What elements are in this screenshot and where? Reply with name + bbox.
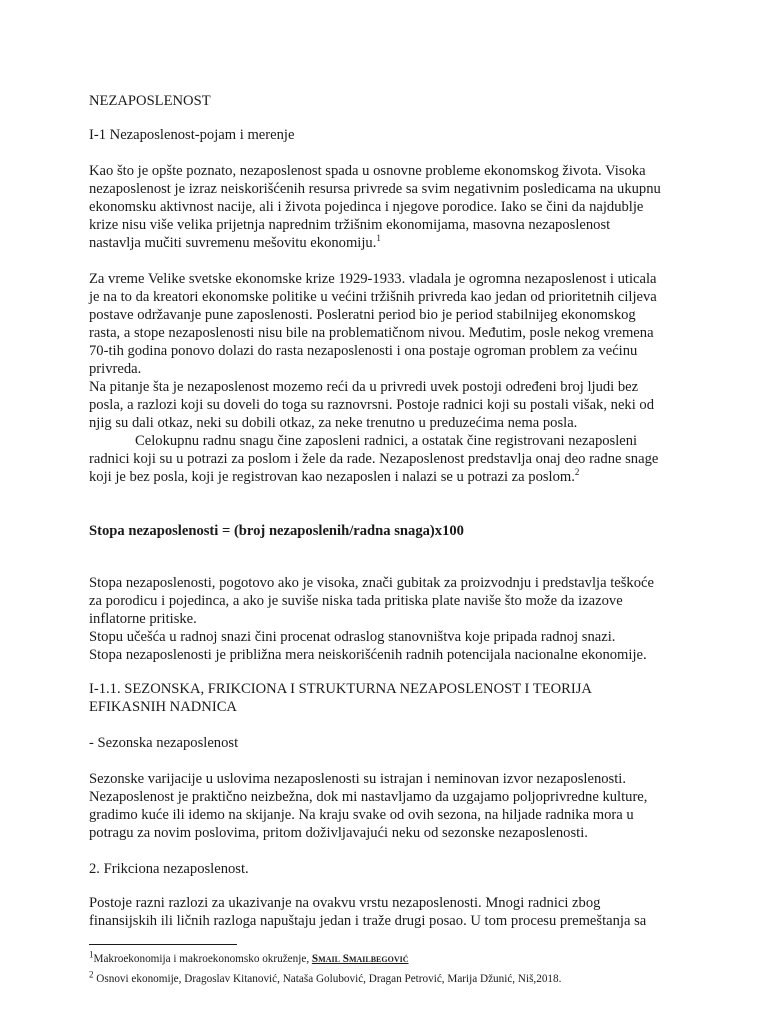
paragraph-4-last-text: koji je bez posla, koji je registrovan kao nezaposlen i nalazi se u potrazi za poslom. bbox=[89, 469, 575, 485]
paragraph-5-line: za porodicu i pojedinca, a ako je suviše niska tada pritiska plate naviše što može da izazove bbox=[89, 593, 623, 609]
paragraph-2-line: 70-tih godina ponovo dolazi do rasta nezaposlenosti i ona postaje ogroman problem za većinu bbox=[89, 343, 638, 359]
paragraph-1-line bbox=[89, 234, 381, 252]
paragraph-1-line: ekonomsku aktivnost nacije, ali i života pojedinca i njegove porodice. Iako se čini da najdublje bbox=[89, 199, 644, 215]
paragraph-3-line: Na pitanje šta je nezaposlenost mozemo reći da u privredi uvek postoji određeni broj ljudi bez bbox=[89, 379, 639, 395]
item-frikciona: 2. Frikciona nezaposlenost. bbox=[89, 861, 249, 877]
paragraph-5-line: inflatorne pritiske. bbox=[89, 611, 197, 627]
footnote-ref-2: 2 bbox=[574, 467, 580, 478]
paragraph-7-line: Stopa nezaposlenosti je približna mera neiskorišćenih radnih potencijala nacionalne ekonomije. bbox=[89, 647, 647, 663]
paragraph-2-line: Za vreme Velike svetske ekonomske krize 1929-1933. vladala je ogromna nezaposlenost i uticala bbox=[89, 271, 657, 287]
subsection-title-line: I-1.1. SEZONSKA, FRIKCIONA I STRUKTURNA NEZAPOSLENOST I TEORIJA bbox=[89, 681, 592, 697]
footnote-ref-1: 1 bbox=[376, 233, 381, 244]
footnote-1-number: 1 bbox=[89, 949, 94, 960]
footnote-1 bbox=[89, 949, 409, 966]
footnote-1-text: Makroekonomija i makroekonomsko okruženje, bbox=[93, 953, 312, 965]
footnote-2 bbox=[89, 969, 562, 986]
paragraph-8-line: potragu za novim poslovima, pritom doživljavajući neku od sezonske nezaposlenosti. bbox=[89, 825, 588, 841]
paragraph-2-line: postave održavanje pune zaposlenosti. Posleratni period bio je period stabilnijeg ekonomskog bbox=[89, 307, 636, 323]
paragraph-2-line: rasta, a stope nezaposlenosti nisu bile na problematičnom nivou. Međutim, posle nekog vremena bbox=[89, 325, 654, 341]
item-sezonska: - Sezonska nezaposlenost bbox=[89, 735, 239, 751]
paragraph-1-line: krize nisu više velika prijetnja naprednim tržišnim ekonomijama, masovna nezaposlenost bbox=[89, 217, 611, 233]
paragraph-2-line: je na to da kreatori ekonomske politike u većini tržišnih privreda kao jedan od prioritetnih ciljeva bbox=[89, 289, 657, 305]
footnote-1-author: Smail Smailbegović bbox=[311, 953, 409, 965]
paragraph-6-line: Stopu učešća u radnoj snazi čini procenat odraslog stanovništva koje pripada radnoj snazi. bbox=[89, 629, 616, 645]
paragraph-9-line: finansijskih ili ličnih razloga napuštaju jedan i traže drugi posao. U tom procesu premeštanja sa bbox=[89, 913, 647, 929]
paragraph-1-line: Kao što je opšte poznato, nezaposlenost spada u osnovne probleme ekonomskog života. Visoka bbox=[89, 163, 646, 179]
footnote-2-text: Osnovi ekonomije, Dragoslav Kitanović, Nataša Golubović, Dragan Petrović, Marija Džunić, Niš,2018. bbox=[93, 973, 562, 985]
subsection-title-line: EFIKASNIH NADNICA bbox=[89, 699, 237, 715]
paragraph-1-line: nezaposlenost je izraz neiskorišćenih resursa privrede sa svim negativnim posledicama na ukupnu bbox=[89, 181, 661, 197]
footnote-separator bbox=[89, 944, 237, 945]
paragraph-8-line: gradimo kuće ili idemo na skijanje. Na kraju svake od ovih sezona, na hiljade radnika mora u bbox=[89, 807, 634, 823]
paragraph-2-line: privreda. bbox=[89, 361, 142, 377]
section-title: I-1 Nezaposlenost-pojam i merenje bbox=[89, 127, 295, 143]
document-heading: NEZAPOSLENOST bbox=[89, 93, 211, 109]
paragraph-4-line: Celokupnu radnu snagu čine zaposleni radnici, a ostatak čine registrovani nezaposleni bbox=[135, 433, 638, 449]
paragraph-9-line: Postoje razni razlozi za ukazivanje na ovakvu vrstu nezaposlenosti. Mnogi radnici zbog bbox=[89, 895, 601, 911]
formula: Stopa nezaposlenosti = (broj nezaposlenih/radna snaga)x100 bbox=[89, 523, 464, 539]
paragraph-8-line: Nezaposlenost je praktično neizbežna, dok mi nastavljamo da uzgajamo poljoprivredne kulture, bbox=[89, 789, 648, 805]
paragraph-3-line: njig su dali otkaz, neki su dobili otkaz, za neke trenutno u preduzećima nema posla. bbox=[89, 415, 578, 431]
paragraph-4-line: radnici koji su u potrazi za poslom i žele da rade. Nezaposlenost predstavlja onaj deo radne snage bbox=[89, 451, 659, 467]
paragraph-3-line: posla, a razlozi koji su doveli do toga su raznovrsni. Postoje radnici koji su postali višak, neki od bbox=[89, 397, 655, 413]
footnote-2-number: 2 bbox=[89, 969, 94, 980]
paragraph-8-line: Sezonske varijacije u uslovima nezaposlenosti su istrajan i neminovan izvor nezaposlenosti. bbox=[89, 771, 626, 787]
paragraph-5-line: Stopa nezaposlenosti, pogotovo ako je visoka, znači gubitak za proizvodnju i predstavlja teškoće bbox=[89, 575, 654, 591]
paragraph-4-line bbox=[89, 468, 579, 486]
paragraph-1-last-text: nastavlja mučiti suvremenu mešovitu ekonomiju. bbox=[89, 235, 377, 251]
